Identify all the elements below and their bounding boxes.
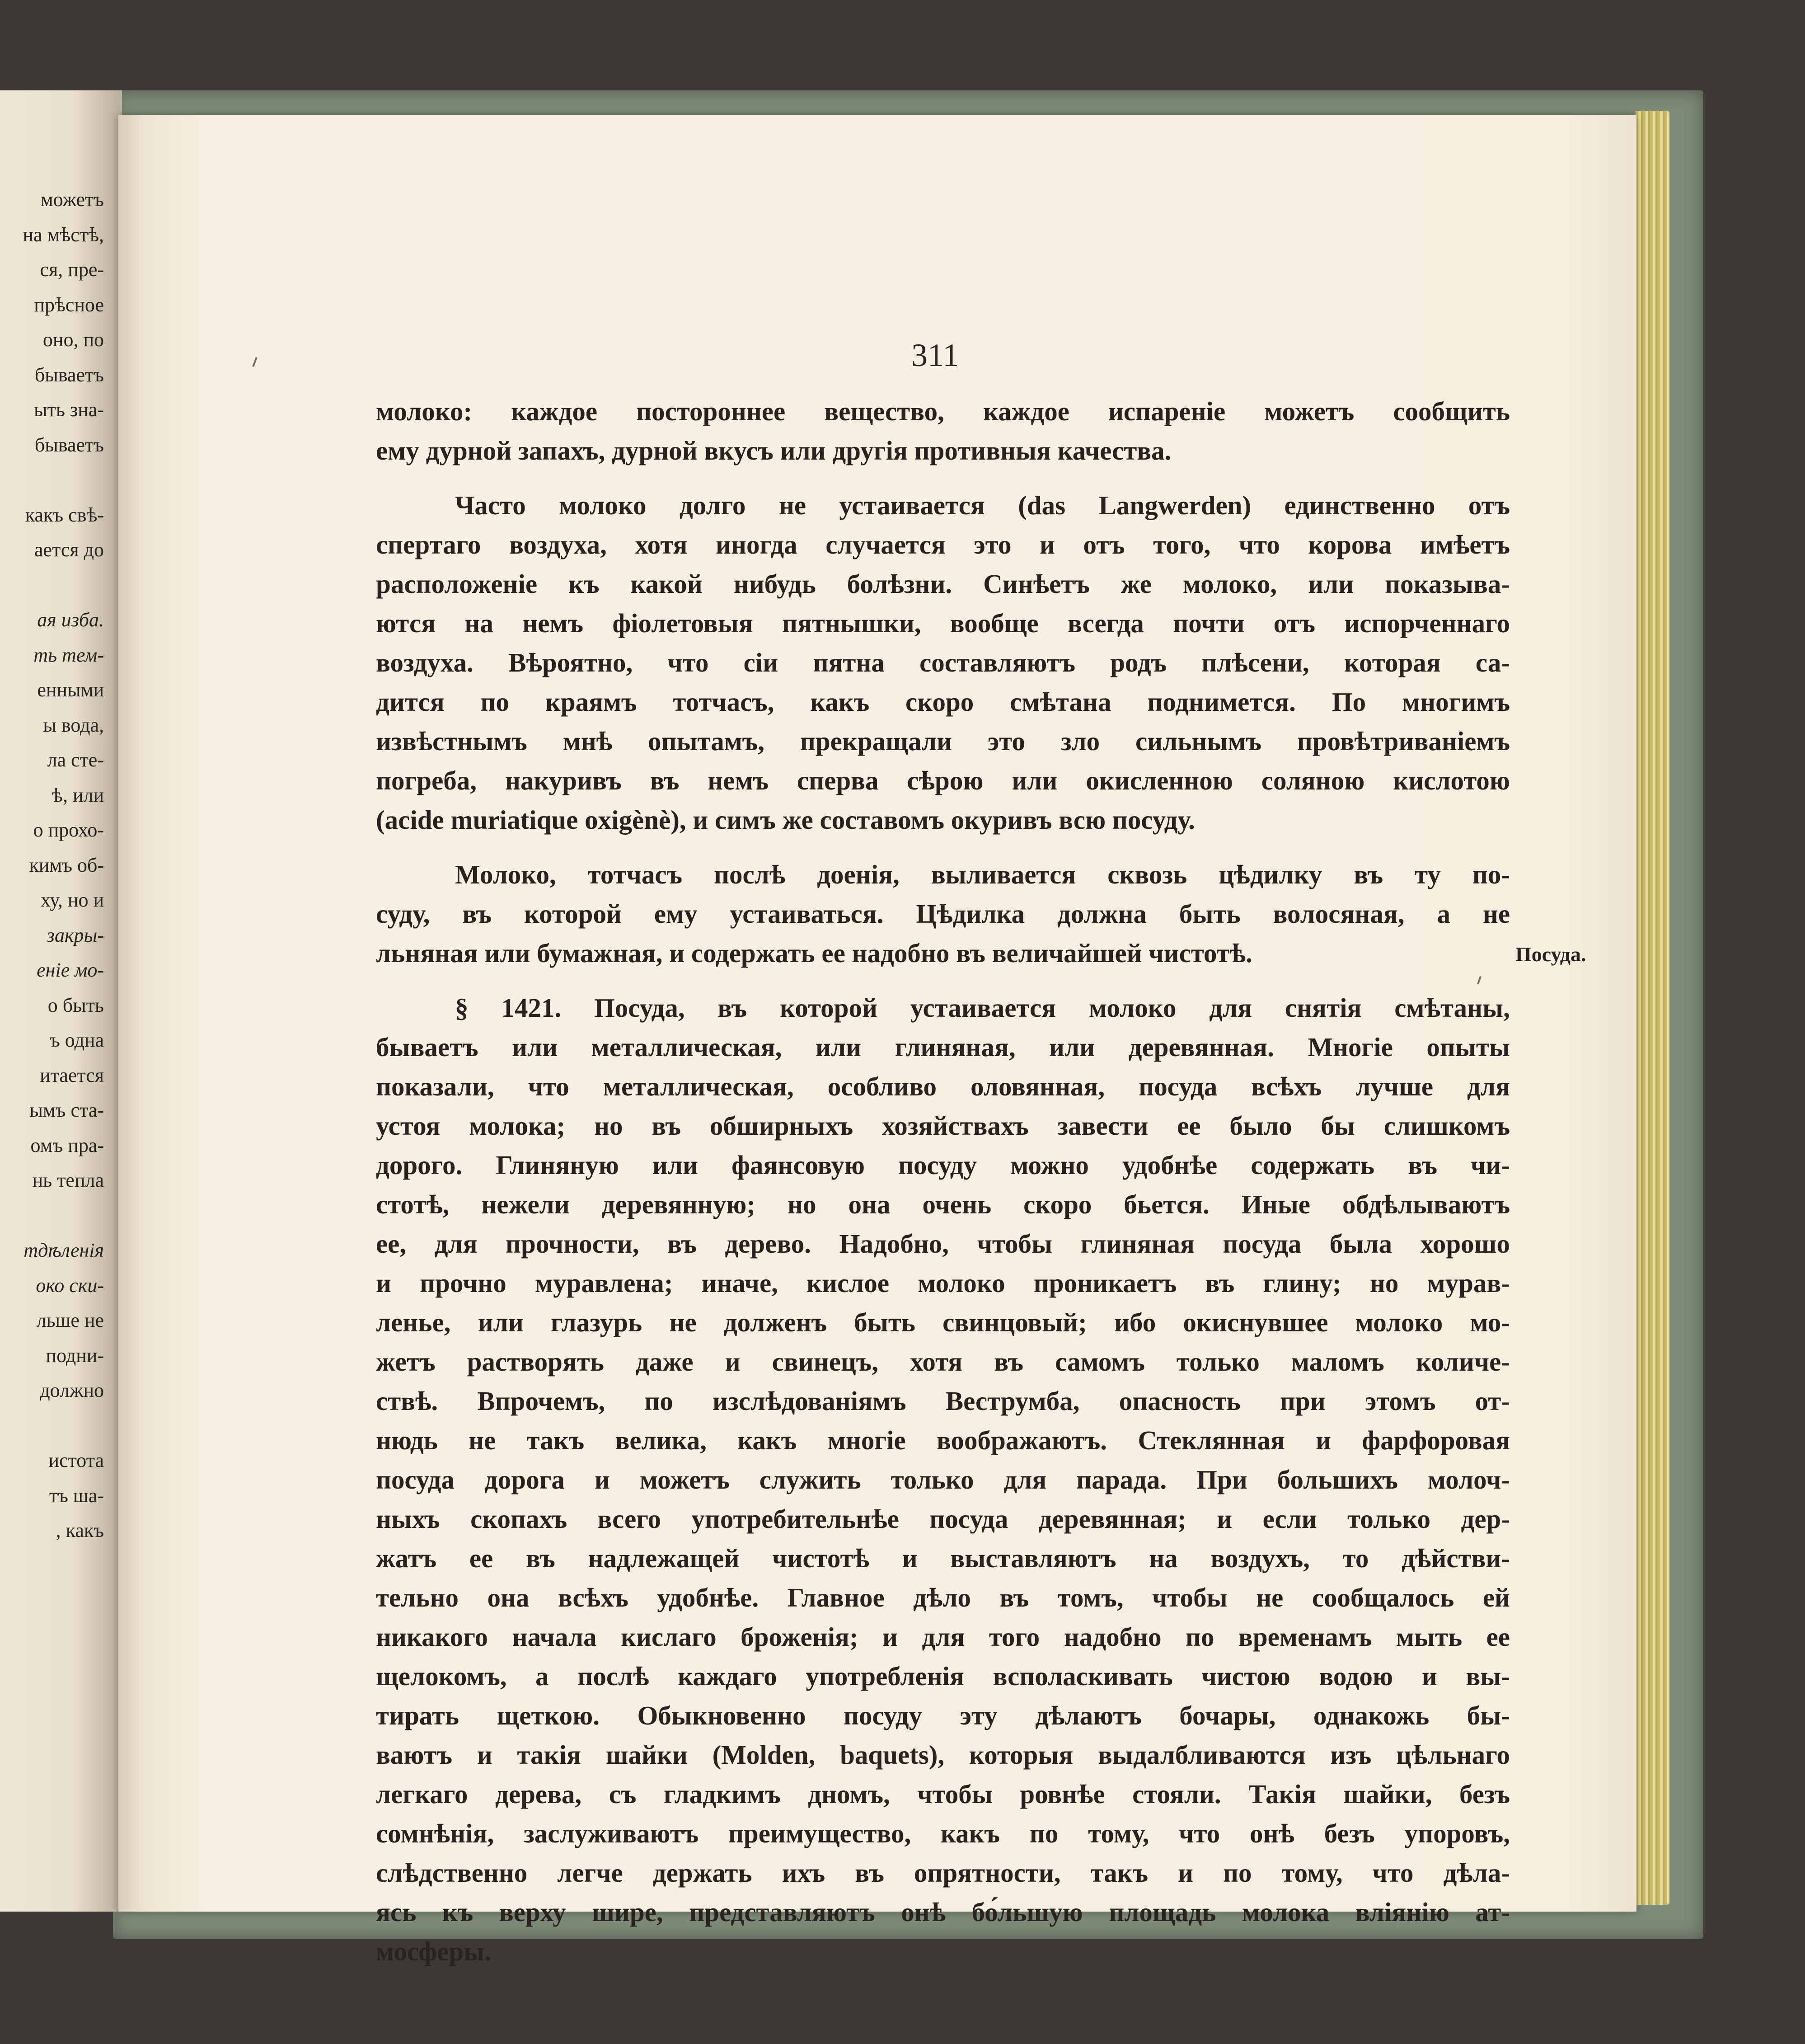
text-line: Часто молоко долго не устаивается (das Langwerden) единственно отъ — [455, 490, 1510, 520]
text-line: (acide muriatique oxigènè), и симъ же составомъ окуривъ всю посуду. — [376, 805, 1195, 835]
text-line: молоко: каждое постороннее вещество, каждое испареніе можетъ сообщить — [376, 396, 1510, 426]
right-page — [118, 115, 1636, 1966]
text-line: жетъ растворять даже и свинецъ, хотя въ самомъ только маломъ количе- — [376, 1347, 1510, 1377]
left-page — [0, 90, 122, 1912]
left-page-line: ся, пре- — [40, 258, 104, 281]
left-page-line: должно — [40, 1379, 104, 1401]
left-page-line: ымъ ста- — [29, 1099, 104, 1121]
page-number: 311 — [911, 337, 959, 373]
left-page-line: тъ ша- — [49, 1484, 104, 1507]
text-line: погреба, накуривъ въ немъ сперва сѣрою или окисленною соляною кислотою — [376, 766, 1510, 795]
text-line: ствѣ. Впрочемъ, по изслѣдованіямъ Веструмба, опасность при этомъ от- — [376, 1386, 1510, 1416]
left-page-line: оно, по — [42, 329, 104, 351]
left-page-line: кимъ об- — [29, 854, 104, 876]
text-line: тирать щеткою. Обыкновенно посуду эту дѣлаютъ бочары, однакожь бы- — [376, 1701, 1510, 1730]
left-page-line: енными — [37, 679, 104, 701]
text-line: ясь къ верху шире, представляютъ онѣ бо́льшую площадь молока вліянію ат- — [376, 1897, 1510, 1927]
left-page-line: бываетъ — [34, 363, 104, 386]
text-line: и прочно муравлена; иначе, кислое молоко проникаетъ въ глину; но мурав- — [376, 1268, 1510, 1298]
text-line: стотѣ, нежели деревянную; но она очень скоро бьется. Иные обдѣлываютъ — [376, 1189, 1510, 1219]
text-line: легкаго дерева, съ гладкимъ дномъ, чтобы ровнѣе стояли. Такія шайки, безъ — [376, 1779, 1510, 1809]
left-page-line: бываетъ — [34, 433, 104, 456]
text-line: тельно она всѣхъ удобнѣе. Главное дѣло въ томъ, чтобы не сообщалось ей — [376, 1583, 1510, 1612]
text-line: извѣстнымъ мнѣ опытамъ, прекращали это зло сильнымъ провѣтриваніемъ — [376, 726, 1510, 756]
left-page-line: истота — [48, 1449, 104, 1471]
ink-speck — [252, 357, 257, 367]
left-page-line: о прохо- — [33, 819, 104, 841]
paragraph-gap — [376, 470, 1510, 486]
text-line: жатъ ее въ надлежащей чистотѣ и выставляютъ на воздухъ, то дѣйстви- — [376, 1543, 1510, 1573]
text-line: льняная или бумажная, и содержать ее надобно въ величайшей чистотѣ. — [376, 938, 1252, 968]
left-page-line: еніе мо- — [37, 959, 104, 981]
left-page-line: о быть — [47, 994, 104, 1016]
paragraph-gap — [376, 973, 1510, 988]
text-line: § 1421. Посуда, въ которой устаивается молоко для снятія смѣтаны, — [455, 993, 1510, 1023]
text-line: щелокомъ, а послѣ каждаго употребленія всполаскивать чистою водою и вы- — [376, 1661, 1510, 1691]
left-page-line: подни- — [46, 1344, 104, 1367]
text-line: Молоко, тотчасъ послѣ доенія, выливается сквозь цѣдилку въ ту по- — [455, 860, 1510, 889]
left-page-line: ая изба. — [37, 609, 104, 631]
text-line: дорого. Глиняную или фаянсовую посуду можно удобнѣе содержать въ чи- — [376, 1150, 1510, 1180]
text-line: ленье, или глазурь не долженъ быть свинцовый; ибо окиснувшее молоко мо- — [376, 1307, 1510, 1337]
left-page-line: ѣ, или — [52, 784, 104, 806]
left-page-line: льше не — [36, 1309, 104, 1331]
text-line: воздуха. Вѣроятно, что сіи пятна составляютъ родъ плѣсени, которая са- — [376, 648, 1510, 677]
text-line: нюдь не такъ велика, какъ многіе воображаютъ. Стеклянная и фарфоровая — [376, 1425, 1510, 1455]
text-line: мосферы. — [376, 1936, 491, 1966]
text-line: устоя молока; но въ обширныхъ хозяйствахъ завести ее было бы слишкомъ — [376, 1111, 1510, 1141]
text-line: ему дурной запахъ, дурной вкусъ или другія противныя качества. — [376, 436, 1172, 465]
left-page-line: итается — [40, 1064, 104, 1086]
text-line: никакого начала кислаго броженія; и для того надобно по временамъ мыть ее — [376, 1622, 1510, 1652]
text-line: посуда дорога и можетъ служить только для парада. При большихъ молоч- — [376, 1465, 1510, 1494]
left-page-line: на мѣстѣ, — [23, 223, 104, 246]
margin-note: Посуда. — [1515, 943, 1586, 966]
text-line: дится по краямъ тотчасъ, какъ скоро смѣтана поднимется. По многимъ — [376, 687, 1510, 717]
left-page-line: омъ пра- — [30, 1134, 104, 1156]
left-page-line: ыть зна- — [34, 399, 104, 421]
text-line: ваютъ и такія шайки (Molden, baquets), которыя выдалбливаются изъ цѣльнаго — [376, 1740, 1510, 1770]
text-line: сомнѣнія, заслуживаютъ преимущество, какъ по тому, что онѣ безъ упоровъ, — [376, 1818, 1510, 1848]
text-line: показали, что металлическая, особливо оловянная, посуда всѣхъ лучше для — [376, 1071, 1510, 1101]
left-page-line: ть тем- — [33, 644, 104, 666]
paragraph-gap — [376, 840, 1510, 855]
left-page-line: какъ свѣ- — [25, 503, 104, 526]
text-line: ее, для прочности, въ дерево. Надобно, чтобы глиняная посуда была хорошо — [376, 1229, 1510, 1259]
left-page-line: закры- — [47, 924, 104, 946]
text-line: расположеніе къ какой нибудь болѣзни. Синѣетъ же молоко, или показыва- — [376, 569, 1510, 599]
text-line: суду, въ которой ему устаиваться. Цѣдилка должна быть волосяная, а не — [376, 899, 1510, 929]
text-line: спертаго воздуха, хотя иногда случается это и отъ того, что корова имѣетъ — [376, 530, 1510, 559]
text-line: бываетъ или металлическая, или глиняная, или деревянная. Многіе опыты — [376, 1032, 1510, 1062]
page-edges — [1636, 111, 1669, 1905]
left-page-line: ху, но и — [40, 889, 104, 911]
text-line: ются на немъ фіолетовыя пятнышки, вообще всегда почти отъ испорченнаго — [376, 608, 1510, 638]
text-line: ныхъ скопахъ всего употребительнѣе посуда деревянная; и если только дер- — [376, 1504, 1510, 1534]
left-page-line: можетъ — [40, 188, 104, 211]
left-page-line: прѣсное — [34, 293, 104, 316]
body-text — [376, 392, 1510, 1971]
left-page-line: ла сте- — [47, 749, 104, 771]
left-page-line: , какъ — [56, 1519, 104, 1541]
left-page-line: ы вода, — [43, 714, 104, 736]
text-line: слѣдственно легче держать ихъ въ опрятности, такъ и по тому, что дѣла- — [376, 1858, 1510, 1888]
left-page-line: тдѣленія — [23, 1239, 104, 1261]
left-page-line: ъ одна — [50, 1029, 104, 1051]
left-page-line: око ски- — [36, 1274, 104, 1297]
left-page-line: нь тепла — [32, 1169, 104, 1191]
left-page-line: ается до — [34, 539, 104, 561]
